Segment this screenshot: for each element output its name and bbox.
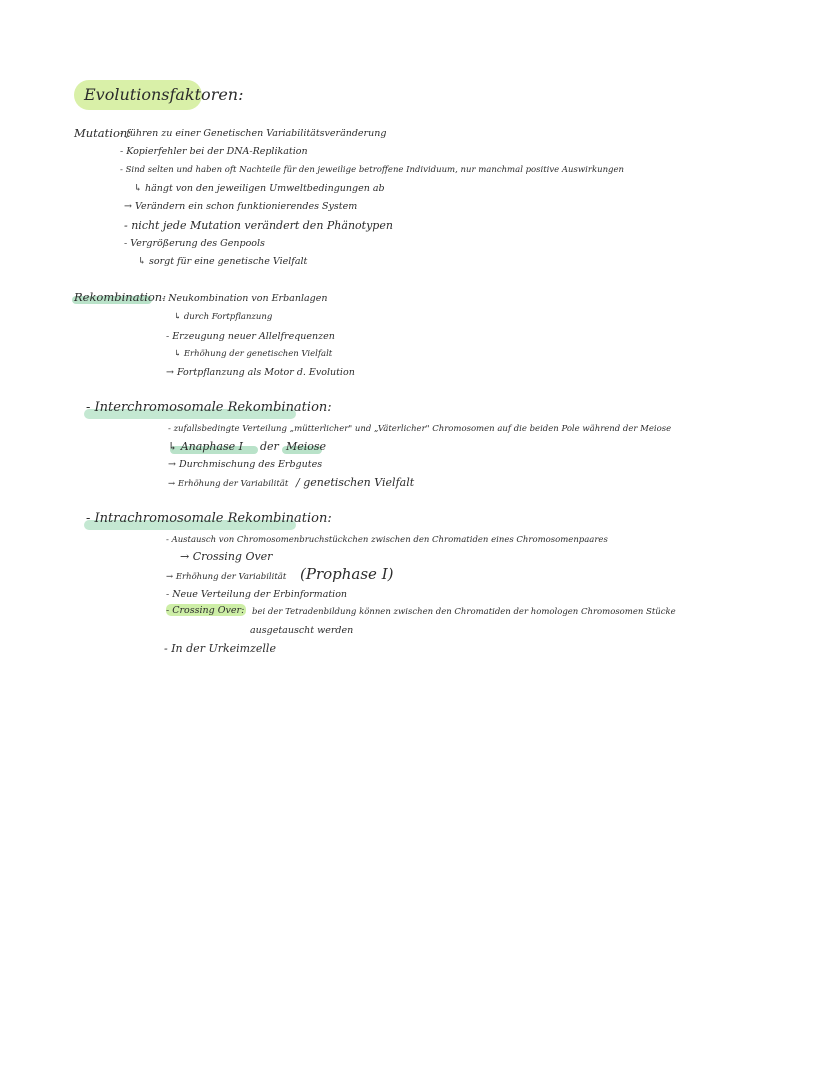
- mutation-label: Mutation:: [74, 126, 132, 140]
- inter-line-4a: → Erhöhung der Variabilität: [168, 479, 289, 489]
- intra-heading: - Intrachromosomale Rekombination:: [86, 511, 332, 526]
- mutation-line-5: → Verändern ein schon funktionierendes System: [124, 201, 358, 212]
- inter-line-4b: / genetischen Vielfalt: [296, 476, 415, 489]
- mutation-line-3: - Sind selten und haben oft Nachteile für den jeweilige betroffene Individuum, nur manchmal positive Auswirkungen: [120, 165, 624, 175]
- inter-line-2b: der: [260, 440, 279, 453]
- inter-heading: - Interchromosomale Rekombination:: [86, 400, 332, 415]
- intra-line-3b: (Prophase I): [300, 565, 394, 583]
- rekombination-line-5: → Fortpflanzung als Motor d. Evolution: [166, 367, 355, 378]
- inter-line-2c: Meiose: [286, 440, 327, 453]
- intra-line-5b: bei der Tetradenbildung können zwischen den Chromatiden der homologen Chromosomen Stücke: [252, 607, 676, 617]
- intra-line-3a: → Erhöhung der Variabilität: [166, 572, 287, 582]
- intra-line-7: - In der Urkeimzelle: [164, 642, 276, 655]
- rekombination-line-1: - Neukombination von Erbanlagen: [162, 293, 328, 304]
- intra-line-1: - Austausch von Chromosomenbruchstückchen zwischen den Chromatiden eines Chromosomenpaares: [166, 535, 608, 545]
- mutation-line-2: - Kopierfehler bei der DNA-Replikation: [120, 146, 308, 157]
- intra-line-5a: - Crossing Over:: [166, 605, 245, 616]
- intra-line-6: ausgetauscht werden: [250, 625, 354, 636]
- page-title: Evolutionsfaktoren:: [84, 85, 244, 104]
- mutation-line-1: - führen zu einer Genetischen Variabilitätsveränderung: [120, 128, 387, 139]
- intra-line-4: - Neue Verteilung der Erbinformation: [166, 589, 348, 600]
- intra-line-2: → Crossing Over: [180, 550, 273, 563]
- rekombination-label: Rekombination:: [74, 290, 167, 304]
- rekombination-line-2: ↳ durch Fortpflanzung: [174, 312, 273, 322]
- rekombination-line-4: ↳ Erhöhung der genetischen Vielfalt: [174, 349, 333, 359]
- inter-line-3: → Durchmischung des Erbgutes: [168, 459, 323, 470]
- mutation-line-7: - Vergrößerung des Genpools: [124, 238, 265, 249]
- inter-line-1: - zufallsbedingte Verteilung „mütterlicher" und „Väterlicher" Chromosomen auf die beiden Pole während der Meiose: [168, 424, 672, 434]
- mutation-line-4: ↳ hängt von den jeweiligen Umweltbedingungen ab: [134, 183, 385, 194]
- rekombination-line-3: - Erzeugung neuer Allelfrequenzen: [166, 331, 335, 342]
- inter-line-2a: ↳ Anaphase I: [168, 440, 243, 453]
- mutation-line-6: - nicht jede Mutation verändert den Phänotypen: [124, 219, 393, 232]
- mutation-line-8: ↳ sorgt für eine genetische Vielfalt: [138, 256, 308, 267]
